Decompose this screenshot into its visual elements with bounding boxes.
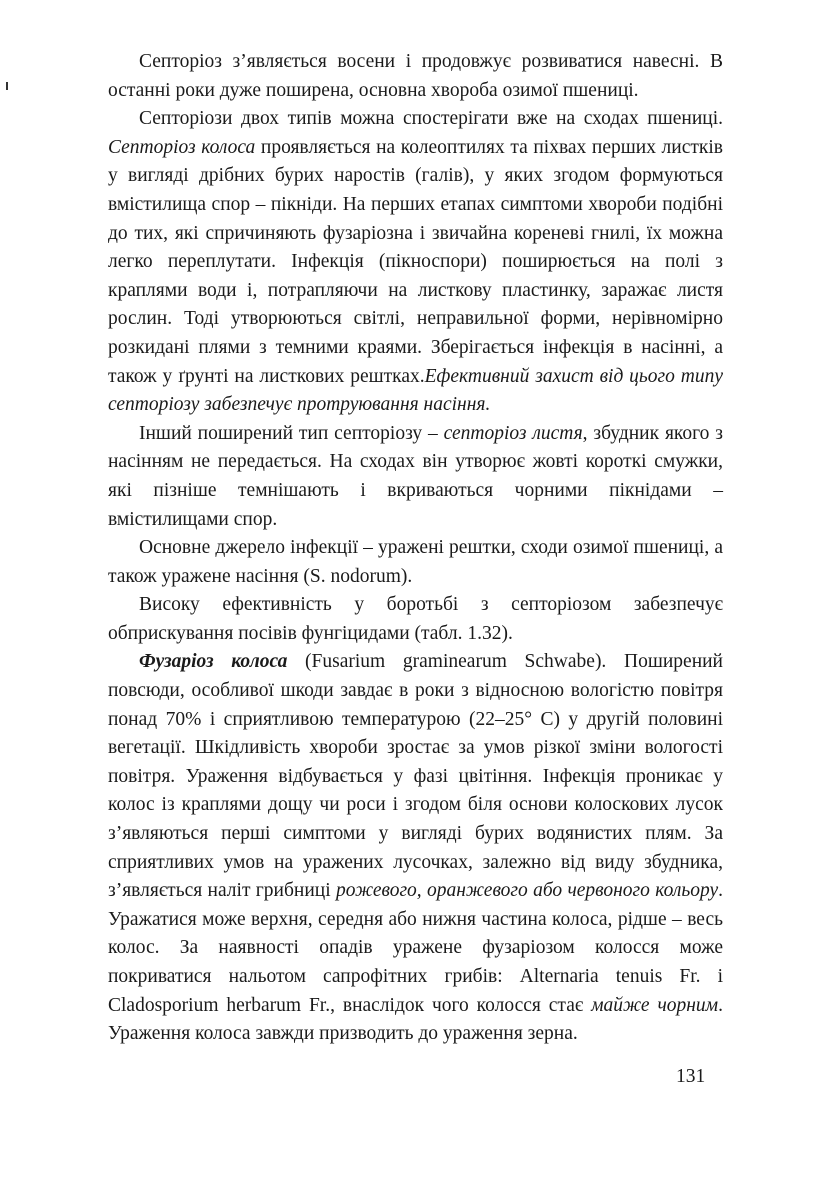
page-number: 131 [676, 1066, 706, 1087]
term-septoriosis-leaf: септоріоз листя [443, 422, 583, 444]
paragraph-6-text-a: (Fusarium graminearum Schwabe). Поширений повсюди, особливої шкоди завдає в роки з відносною вологістю повітря понад 70% і сприятливою температурою (22–25° С) у другій половині вегетації. Шкідливість хвороби зростає за умов різкої зміни вологості повітря. Ураження відбувається у фазі цвітіння. Інфекція проникає у колос із краплями дощу чи роси і згодом біля основи колоскових лусок з’являються перші симптоми у вигляді бурих водянистих плям. За сприятливих умов на уражених лусочках, залежно від виду збудника, з’являється наліт грибниці [108, 651, 723, 902]
margin-mark [6, 82, 8, 90]
term-fusarium-head-blight: Фузаріоз колоса [139, 651, 288, 673]
paragraph-3-text-b: , збудник якого з насінням не передається. На сходах він утворює жовті короткі смужки, які пізніше темнішають і вкриваються чорними пікнідами – вмістилищами спор. [108, 422, 723, 530]
paragraph-6-text-c: . Ураження колоса завжди призводить до ураження зерна. [108, 994, 723, 1045]
paragraph-3 [108, 420, 723, 534]
paragraph-2-text-a: Септоріози двох типів можна спостерігати вже на сходах пшениці. [139, 108, 723, 130]
paragraph-3-text-a: Інший поширений тип септоріозу – [139, 422, 444, 444]
paragraph-6-text-b: . Уражатися може верхня, середня або нижня частина колоса, рідше – весь колос. За наявності опадів уражене фузаріозом колосся може покриватися нальотом сапрофітних грибів: Alternaria tenuis Fr. і Cladosporium herbarum Fr., внаслідок чого колосся стає [108, 880, 723, 1016]
paragraph-1-text: Септоріоз з’являється восени і продовжує розвиватися навесні. В останні роки дуже поширена, основна хвороба озимої пшениці. [108, 51, 723, 101]
paragraph-4-text: Основне джерело інфекції – уражені рештки, сходи озимої пшениці, а також уражене насіння (S. nodorum). [108, 537, 723, 587]
paragraph-2 [108, 105, 723, 420]
paragraph-4 [108, 534, 723, 591]
paragraph-6 [108, 648, 723, 1048]
paragraph-1 [108, 48, 723, 105]
paragraph-2-emphasis: Ефективний захист від цього типу септоріозу забезпечує протруювання насіння. [108, 365, 724, 416]
paragraph-5 [108, 591, 723, 648]
paragraph-6-emphasis-black: майже чорним [591, 994, 719, 1016]
paragraph-6-emphasis-color: рожевого, оранжевого або червоного кольору [335, 880, 719, 902]
term-septoriosis-ear: Септоріоз колоса [108, 136, 256, 158]
paragraph-5-text: Високу ефективність у боротьбі з септоріозом забезпечує обприскування посівів фунгіцидами (табл. 1.32). [108, 594, 723, 644]
paragraph-2-text-b: проявляється на колеоптилях та піхвах перших листків у вигляді дрібних бурих наростів (галів), у яких згодом формуються вмістилища спор – пікніди. На перших етапах симптоми хвороби подібні до тих, які спричиняють фузаріозна і звичайна кореневі гнилі, їх можна легко переплутати. Інфекція (пікноспори) поширюється на полі з краплями води і, потрапляючи на листкову пластинку, заражає листя рослин. Тоді утворюються світлі, неправильної форми, нерівномірно розкидані плями з темними краями. Зберігається інфекція в насінні, а також у ґрунті на листкових рештках. [108, 136, 723, 387]
page-body [108, 48, 723, 1049]
